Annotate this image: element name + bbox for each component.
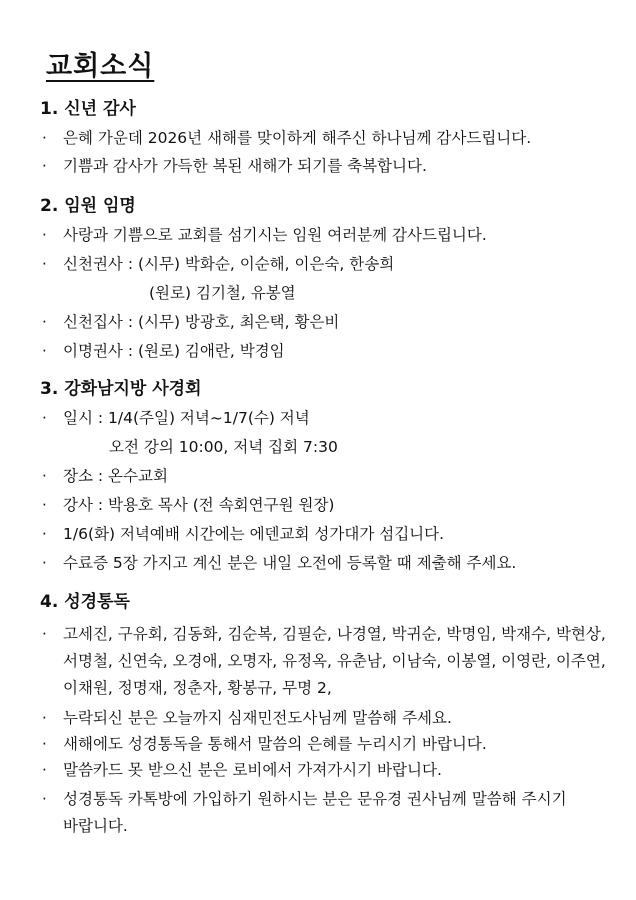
bullet-icon: · — [42, 496, 47, 514]
list-item — [40, 128, 610, 148]
list-item — [40, 621, 611, 702]
list-item-text: 이명권사 : (원로) 김애란, 박경임 — [63, 342, 285, 360]
list-item-text: 신천집사 : (시무) 방광호, 최은택, 황은비 — [63, 313, 340, 331]
list-item — [40, 466, 610, 486]
list-item-text: 강사 : 박용호 목사 (전 속회연구원 원장) — [63, 496, 335, 514]
list-item — [40, 408, 610, 457]
bullet-icon: · — [42, 790, 47, 808]
bullet-icon: · — [42, 157, 47, 175]
section-heading: 2. 임원 임명 — [40, 196, 136, 216]
bullet-icon: · — [42, 467, 47, 485]
section-heading: 1. 신년 감사 — [40, 99, 136, 119]
bullet-icon: · — [42, 226, 47, 244]
list-item — [40, 708, 610, 728]
bullet-icon: · — [42, 709, 47, 727]
list-item — [40, 553, 610, 573]
list-item — [40, 156, 610, 176]
list-item — [40, 225, 610, 245]
list-item — [40, 524, 610, 544]
bullet-icon: · — [42, 554, 47, 572]
list-item-continuation: 오전 강의 10:00, 저녁 집회 7:30 — [109, 438, 338, 456]
section-heading: 3. 강화남지방 사경회 — [40, 379, 202, 399]
bullet-icon: · — [42, 735, 47, 753]
list-item-text: 1/6(화) 저녁예배 시간에는 에덴교회 성가대가 섬깁니다. — [63, 525, 445, 543]
list-item-text: 사랑과 기쁨으로 교회를 섬기시는 임원 여러분께 감사드립니다. — [63, 226, 487, 244]
section-list — [40, 621, 610, 840]
list-item-text: 수료증 5장 가지고 계신 분은 내일 오전에 등록할 때 제출해 주세요. — [63, 554, 517, 572]
bullet-icon: · — [42, 761, 47, 779]
section-list — [40, 408, 610, 573]
list-item-continuation: (원로) 김기철, 유봉열 — [149, 284, 296, 302]
bullet-icon: · — [42, 255, 47, 273]
list-item-text: 일시 : 1/4(주일) 저녁~1/7(수) 저녁 — [63, 409, 310, 427]
list-item-text: 말씀카드 못 받으신 분은 로비에서 가져가시기 바랍니다. — [63, 761, 442, 779]
list-item-text: 신천권사 : (시무) 박화순, 이순해, 이은숙, 한송희 — [63, 255, 395, 273]
list-item — [40, 312, 610, 332]
bullet-icon: · — [42, 409, 47, 427]
section-new-year-thanks — [40, 98, 610, 184]
list-item-text: 고세진, 구유회, 김동화, 김순복, 김필순, 나경열, 박귀순, 박명임, 박재수, 박현상, 서명철, 신연숙, 오경애, 오명자, 유정옥, 유춘남, 이남숙, 이봉열, 이영란, 이주연, 이채원, 정명재, 정춘자, 황봉규, 무명 2, — [63, 625, 606, 697]
section-list — [40, 128, 610, 176]
page-title: 교회소식 — [46, 51, 155, 82]
section-officer-appointment — [40, 195, 610, 370]
list-item — [40, 341, 610, 361]
list-item-text: 은혜 가운데 2026년 새해를 맞이하게 해주신 하나님께 감사드립니다. — [63, 129, 532, 147]
bullet-icon: · — [42, 525, 47, 543]
list-item — [40, 760, 610, 780]
bullet-icon: · — [42, 625, 47, 643]
bullet-icon: · — [42, 129, 47, 147]
section-district-revival — [40, 378, 610, 582]
list-item-text: 장소 : 온수교회 — [63, 467, 168, 485]
section-list — [40, 225, 610, 361]
list-item-text: 누락되신 분은 오늘까지 심재민전도사님께 말씀해 주세요. — [63, 709, 452, 727]
list-item-text: 새해에도 성경통독을 통해서 말씀의 은혜를 누리시기 바랍니다. — [63, 735, 487, 753]
list-item — [40, 254, 610, 303]
list-item — [40, 495, 610, 515]
bullet-icon: · — [42, 313, 47, 331]
list-item — [40, 734, 610, 754]
section-bible-reading — [40, 591, 610, 846]
list-item-text: 성경통독 카톡방에 가입하기 원하시는 분은 문유경 권사님께 말씀해 주시기 바랍니다. — [63, 790, 567, 835]
list-item — [40, 786, 611, 840]
bullet-icon: · — [42, 342, 47, 360]
section-heading: 4. 성경통독 — [40, 592, 130, 612]
list-item-text: 기쁨과 감사가 가득한 복된 새해가 되기를 축복합니다. — [63, 157, 427, 175]
